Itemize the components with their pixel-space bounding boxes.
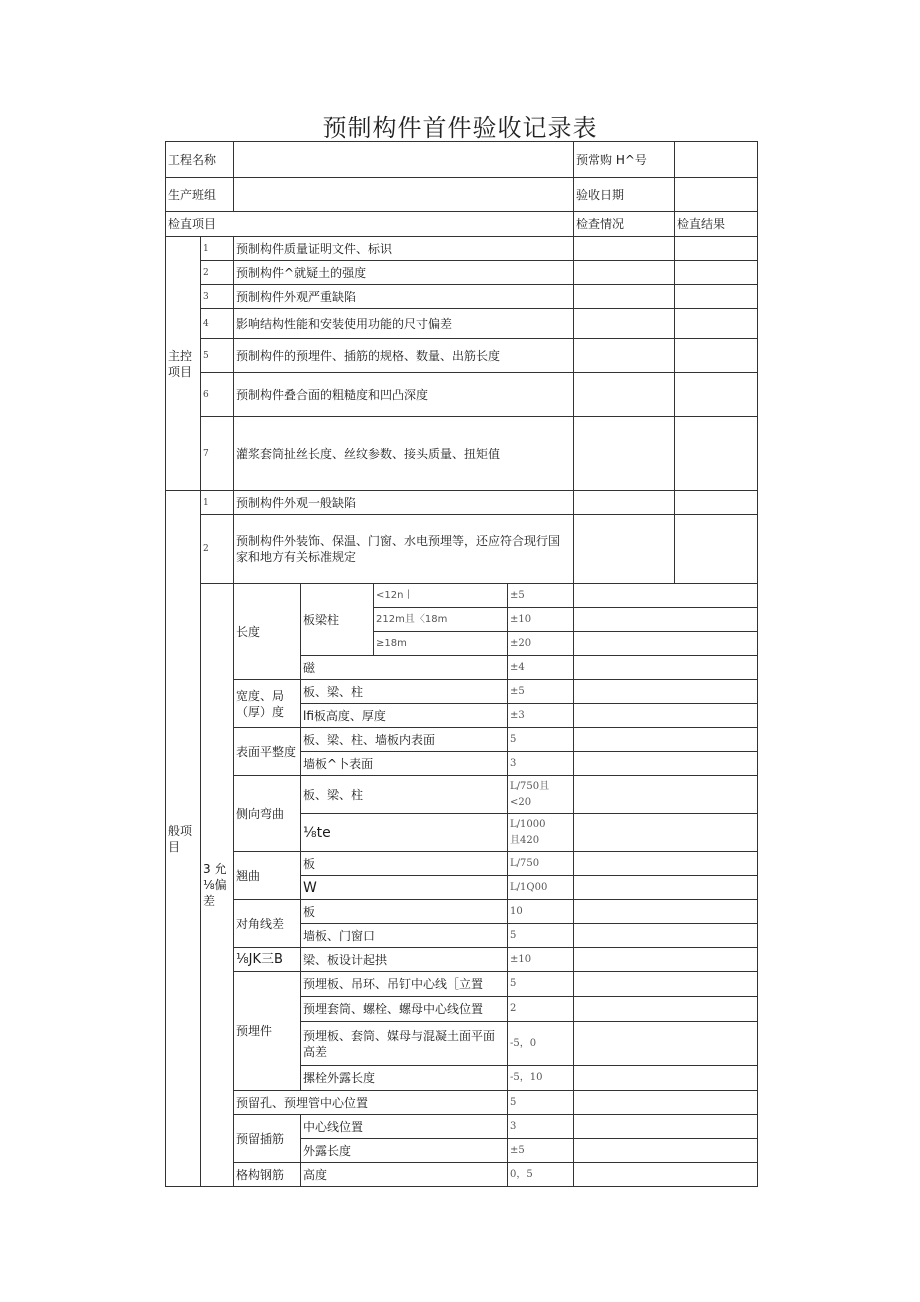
measured-value[interactable]	[574, 1115, 758, 1139]
main-item-text: 灌浆套筒扯丝长度、丝纹参数、接头质量、扭矩值	[234, 417, 574, 491]
measured-value[interactable]	[574, 680, 758, 704]
general-item-text: 预制构件外观一般缺陷	[234, 491, 574, 515]
warp-a: 板	[301, 852, 508, 876]
date-field[interactable]	[675, 178, 758, 212]
bend-a: 板、梁、柱	[301, 776, 508, 814]
camber-label: ⅛JK三B	[234, 948, 301, 972]
rebar-a-tolerance: 3	[508, 1115, 574, 1139]
rebar-a: 中心线位置	[301, 1115, 508, 1139]
main-item-status[interactable]	[574, 417, 675, 491]
bend-b-tolerance-line2: 且420	[510, 834, 540, 846]
width-label: 宽度、局（厚）度	[234, 680, 301, 728]
diagonal-label: 对角线差	[234, 900, 301, 948]
measured-value[interactable]	[574, 752, 758, 776]
warp-label: 翘曲	[234, 852, 301, 900]
embed-b-tolerance: 2	[508, 997, 574, 1022]
warp-a-tolerance: L/750	[508, 852, 574, 876]
component-no-label: 预常购 H^号	[574, 142, 675, 178]
embed-a: 预埋板、吊环、吊钉中心线［立置	[301, 972, 508, 997]
flatness-a-tolerance: 5	[508, 728, 574, 752]
lattice-label: 格构钢筋	[234, 1163, 301, 1187]
embed-d: 摞栓外露长度	[301, 1066, 508, 1091]
measured-value[interactable]	[574, 776, 758, 814]
date-label: 验收日期	[574, 178, 675, 212]
warp-b: W	[301, 876, 508, 900]
main-item-no: 5	[201, 339, 234, 373]
general-item-no: 2	[201, 515, 234, 584]
length-a-tolerance: ±5	[508, 584, 574, 608]
diagonal-a: 板	[301, 900, 508, 924]
warp-b-tolerance: L/1Q00	[508, 876, 574, 900]
main-section-label: 主控项目	[166, 237, 201, 491]
bend-a-tolerance-line1: L/750且	[510, 780, 550, 792]
camber-a: 梁、板设计起拱	[301, 948, 508, 972]
main-item-status[interactable]	[574, 237, 675, 261]
length-c: ≥18m	[374, 632, 508, 656]
embed-c: 预埋板、套筒、媒母与混凝土面平面高差	[301, 1022, 508, 1066]
embed-c-tolerance: -5，0	[508, 1022, 574, 1066]
measured-value[interactable]	[574, 608, 758, 632]
main-item-no: 3	[201, 285, 234, 309]
embed-b: 预埋套筒、螺栓、螺母中心线位置	[301, 997, 508, 1022]
measured-value[interactable]	[574, 972, 758, 997]
deviation-label: 3 允⅛偏差	[201, 584, 234, 1187]
diagonal-a-tolerance: 10	[508, 900, 574, 924]
width-a-tolerance: ±5	[508, 680, 574, 704]
main-item-status[interactable]	[574, 309, 675, 339]
measured-value[interactable]	[574, 948, 758, 972]
main-item-no: 7	[201, 417, 234, 491]
length-a: <12n丨	[374, 584, 508, 608]
bend-a-tolerance	[508, 776, 574, 814]
measured-value[interactable]	[574, 1139, 758, 1163]
main-item-result[interactable]	[675, 373, 758, 417]
diagonal-b: 墙板、门窗口	[301, 924, 508, 948]
length-d-tolerance: ±4	[508, 656, 574, 680]
main-item-no: 4	[201, 309, 234, 339]
beam-col-label: 板梁柱	[301, 584, 374, 656]
main-item-text: 预制构件叠合面的粗糙度和凹凸深度	[234, 373, 574, 417]
rebar-b-tolerance: ±5	[508, 1139, 574, 1163]
hole-label: 预留孔、预埋管中心位置	[234, 1091, 508, 1115]
main-item-result[interactable]	[675, 285, 758, 309]
project-name-field[interactable]	[234, 142, 574, 178]
measured-value[interactable]	[574, 1163, 758, 1187]
team-field[interactable]	[234, 178, 574, 212]
lattice-a: 高度	[301, 1163, 508, 1187]
main-item-result[interactable]	[675, 339, 758, 373]
main-item-status[interactable]	[574, 373, 675, 417]
measured-value[interactable]	[574, 924, 758, 948]
general-item-status[interactable]	[574, 515, 675, 584]
measured-value[interactable]	[574, 1091, 758, 1115]
main-item-no: 6	[201, 373, 234, 417]
measured-value[interactable]	[574, 728, 758, 752]
flatness-b: 墙板^卜表面	[301, 752, 508, 776]
lattice-a-tolerance: 0，5	[508, 1163, 574, 1187]
result-header: 检直结果	[675, 212, 758, 237]
rebar-b: 外露长度	[301, 1139, 508, 1163]
general-item-result[interactable]	[675, 515, 758, 584]
embed-d-tolerance: -5，10	[508, 1066, 574, 1091]
width-a: 板、梁、柱	[301, 680, 508, 704]
measured-value[interactable]	[574, 900, 758, 924]
general-item-status[interactable]	[574, 491, 675, 515]
bend-b-tolerance	[508, 814, 574, 852]
main-item-text: 预制构件质量证明文件、标识	[234, 237, 574, 261]
page-title: 预制构件首件验收记录表	[322, 114, 598, 142]
measured-value[interactable]	[574, 997, 758, 1022]
main-item-text: 预制构件的预埋件、插筋的规格、数量、出筋长度	[234, 339, 574, 373]
general-section-label: 般项目	[166, 491, 201, 1187]
bend-b: ⅛te	[301, 814, 508, 852]
general-item-text: 预制构件外装饰、保温、门窗、水电预埋等，还应符合现行国家和地方有关标准规定	[234, 515, 574, 584]
measured-value[interactable]	[574, 1022, 758, 1066]
measured-value[interactable]	[574, 876, 758, 900]
main-item-status[interactable]	[574, 285, 675, 309]
measured-value[interactable]	[574, 852, 758, 876]
main-item-no: 1	[201, 237, 234, 261]
main-item-result[interactable]	[675, 261, 758, 285]
general-item-result[interactable]	[675, 491, 758, 515]
bend-b-tolerance-line1: L/1000	[510, 818, 546, 830]
bend-a-tolerance-line2: <20	[510, 796, 532, 808]
flatness-label: 表面平整度	[234, 728, 301, 776]
inspection-table	[165, 141, 758, 1187]
main-item-result[interactable]	[675, 417, 758, 491]
flatness-a: 板、梁、柱、墙板内表面	[301, 728, 508, 752]
main-item-text: 预制构件^就疑土的强度	[234, 261, 574, 285]
length-b-tolerance: ±10	[508, 608, 574, 632]
length-d: 磁	[301, 656, 508, 680]
flatness-b-tolerance: 3	[508, 752, 574, 776]
length-c-tolerance: ±20	[508, 632, 574, 656]
length-b: 212m且〈18m	[374, 608, 508, 632]
measured-value[interactable]	[574, 584, 758, 608]
main-item-text: 影响结构性能和安装使用功能的尺寸偏差	[234, 309, 574, 339]
bend-label: 侧向弯曲	[234, 776, 301, 852]
measured-value[interactable]	[574, 632, 758, 656]
general-item-no: 1	[201, 491, 234, 515]
measured-value[interactable]	[574, 656, 758, 680]
item-header: 检直项目	[166, 212, 574, 237]
rebar-label: 预留插筋	[234, 1115, 301, 1163]
status-header: 检查情况	[574, 212, 675, 237]
main-item-no: 2	[201, 261, 234, 285]
hole-tolerance: 5	[508, 1091, 574, 1115]
main-item-status[interactable]	[574, 261, 675, 285]
main-item-result[interactable]	[675, 309, 758, 339]
length-label: 长度	[234, 584, 301, 680]
main-item-text: 预制构件外观严重缺陷	[234, 285, 574, 309]
measured-value[interactable]	[574, 814, 758, 852]
measured-value[interactable]	[574, 704, 758, 728]
measured-value[interactable]	[574, 1066, 758, 1091]
embed-a-tolerance: 5	[508, 972, 574, 997]
camber-a-tolerance: ±10	[508, 948, 574, 972]
project-name-label: 工程名称	[166, 142, 234, 178]
main-item-result[interactable]	[675, 237, 758, 261]
team-label: 生产班组	[166, 178, 234, 212]
width-b: lfi板高度、厚度	[301, 704, 508, 728]
diagonal-b-tolerance: 5	[508, 924, 574, 948]
embed-label: 预埋件	[234, 972, 301, 1091]
main-item-status[interactable]	[574, 339, 675, 373]
component-no-field[interactable]	[675, 142, 758, 178]
width-b-tolerance: ±3	[508, 704, 574, 728]
